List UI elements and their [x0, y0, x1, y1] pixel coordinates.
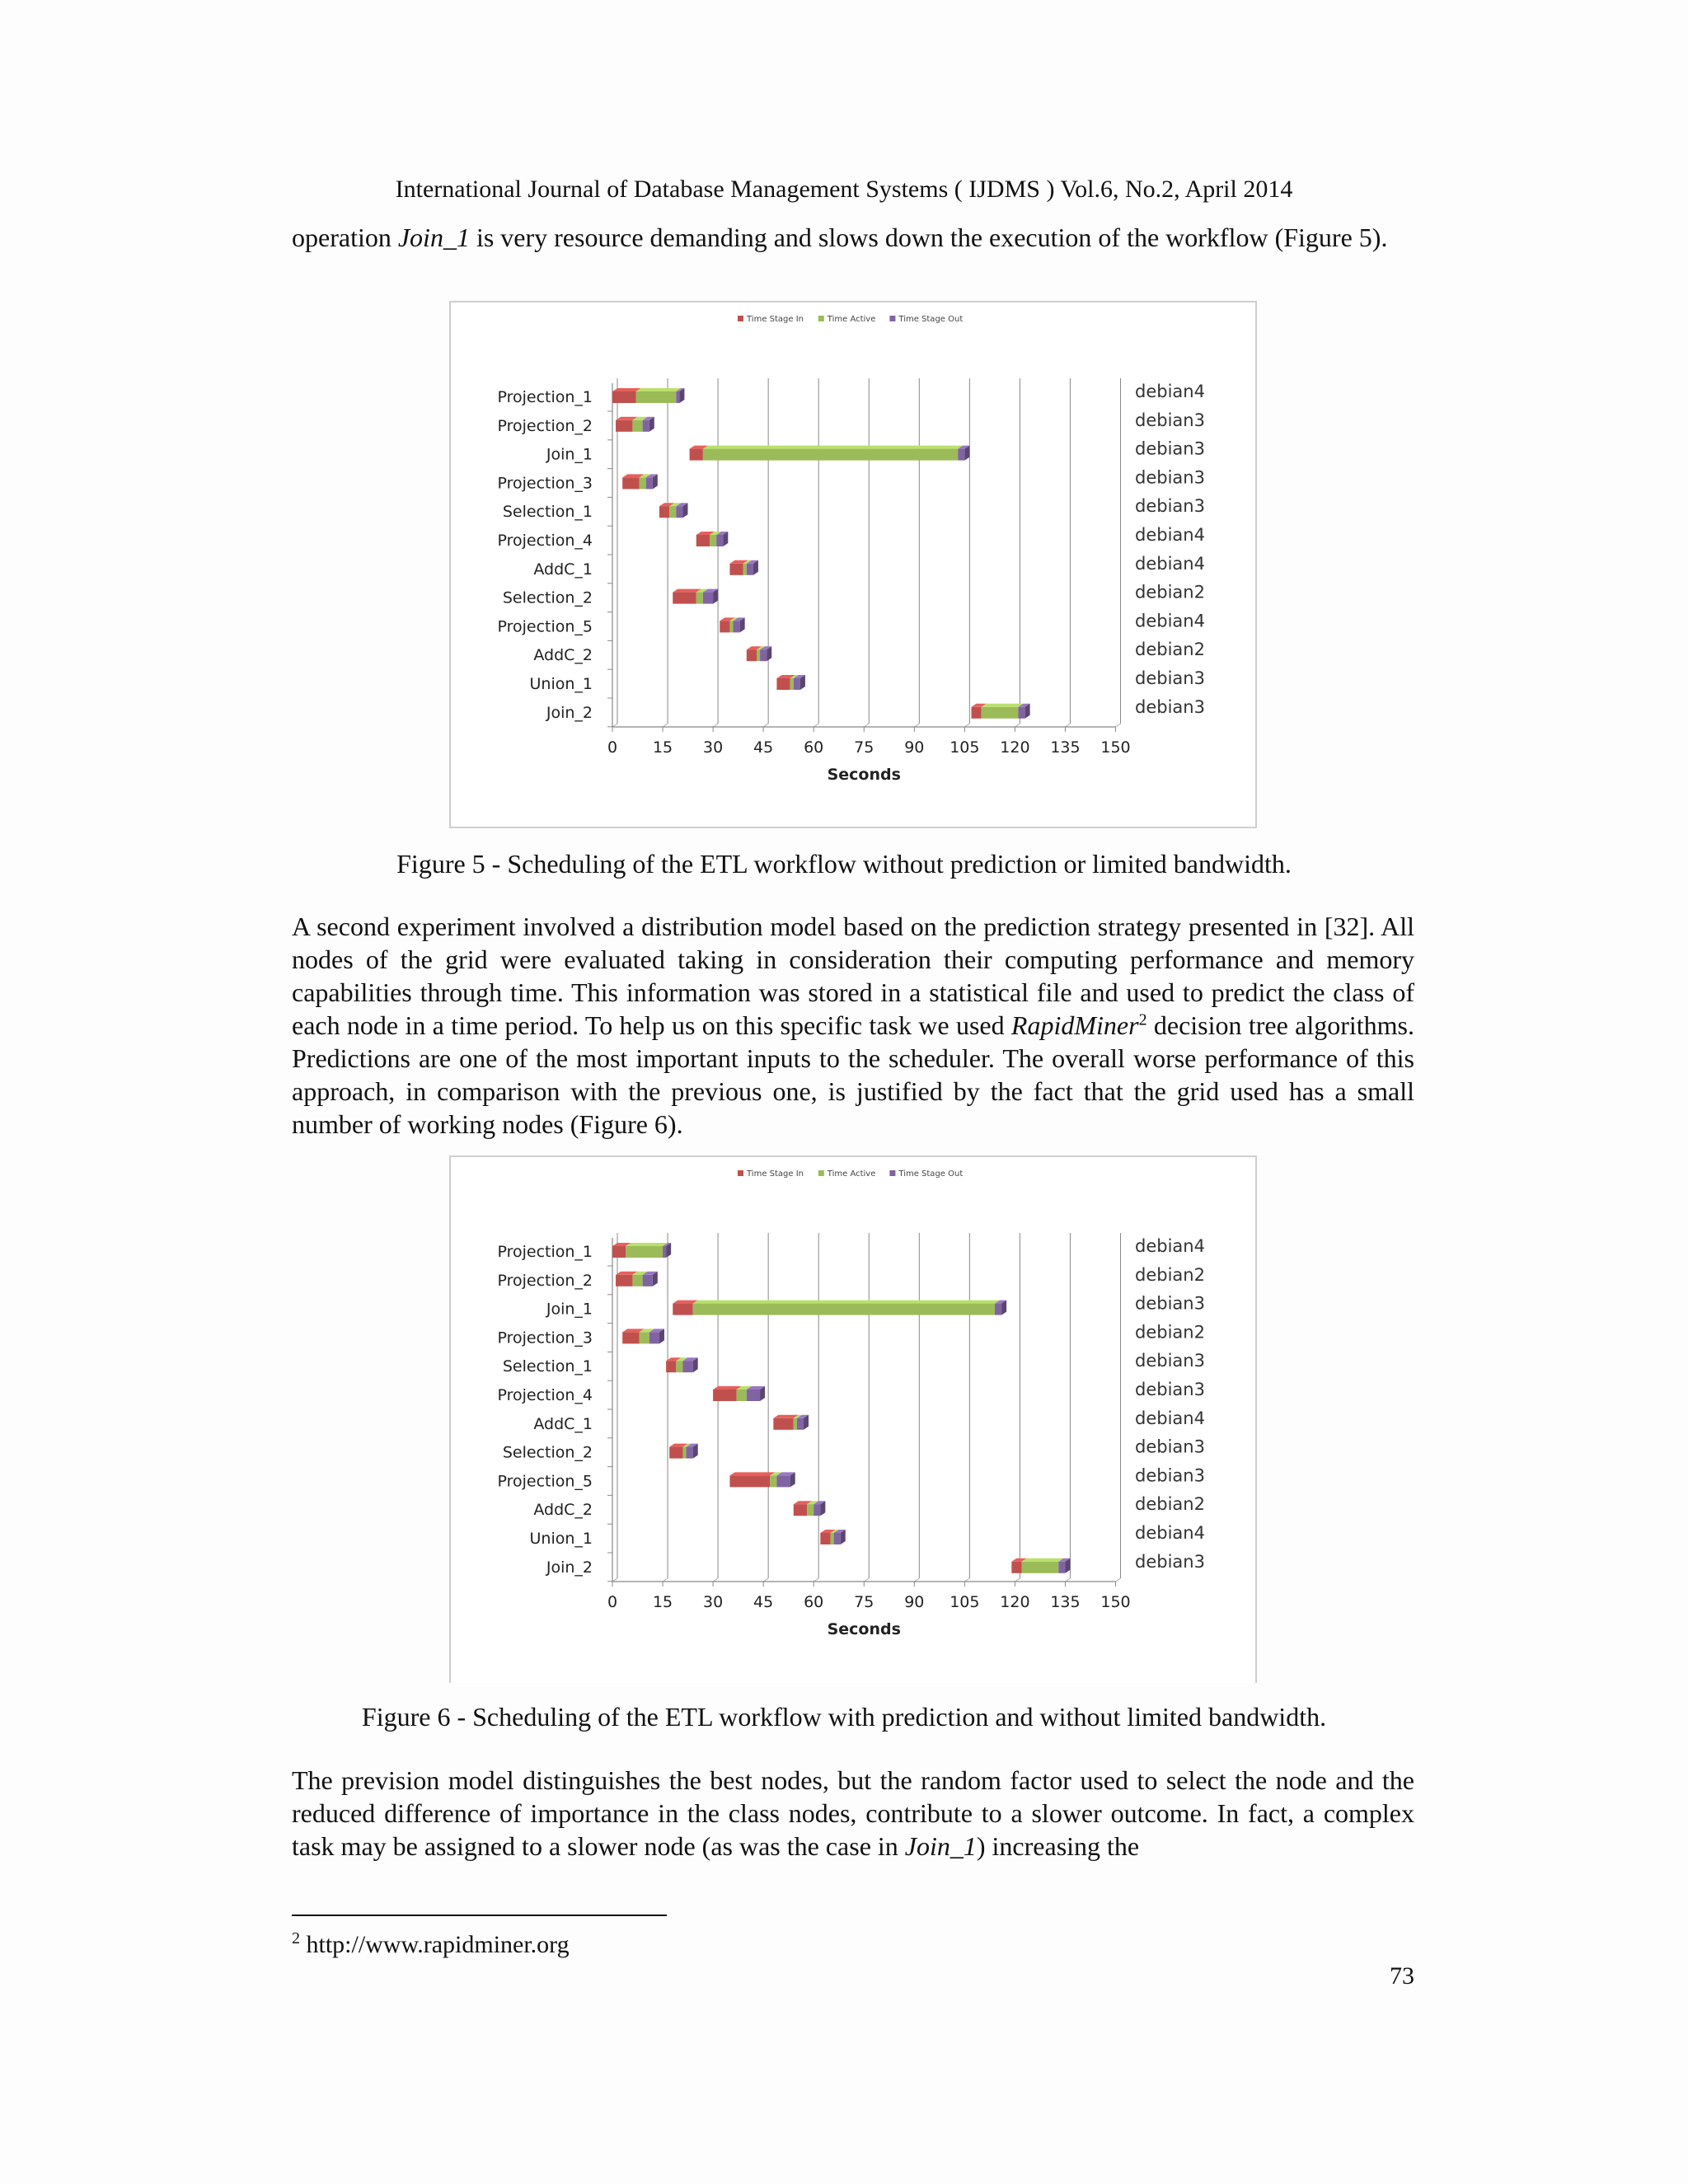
- bar-selection_2-stage_in: [673, 593, 696, 604]
- bar-projection_3-stage_in: [622, 477, 639, 489]
- figure-6-chart: [451, 1157, 1255, 1683]
- footnote-number: 2: [292, 1929, 300, 1947]
- bar-union_1-stage_in: [820, 1533, 830, 1544]
- bar-addc_1-stage_in: [729, 564, 743, 575]
- legend-label-3: Time Stage Out: [898, 1169, 964, 1179]
- bar-selection_1-stage_out: [682, 1361, 692, 1372]
- task-label-projection_2: Projection_2: [497, 1271, 593, 1290]
- para3-text-start: The prevision model distinguishes the best nodes, but the random factor used to select the node and the reduced difference of importance in the class nodes, contribute to a slower outcome. In fact, a complex task may be assigned to a slower node (as was the case in: [292, 1765, 1414, 1861]
- node-label-3: debian3: [1135, 1293, 1205, 1314]
- bar-addc_2-stage_in: [794, 1504, 807, 1516]
- task-label-projection_3: Projection_3: [497, 1329, 593, 1347]
- bar-projection_4-active: [737, 1390, 747, 1401]
- node-label-6: debian4: [1135, 525, 1205, 545]
- bar-addc_2-active: [757, 649, 760, 661]
- legend-swatch-3: [889, 316, 895, 321]
- bar-top-projection_4-stage_in: [713, 1386, 741, 1390]
- bar-projection_2-active: [632, 1275, 642, 1286]
- footnote: [292, 1930, 570, 1960]
- paragraph-second-experiment: [292, 910, 1414, 1141]
- task-label-projection_4: Projection_4: [497, 1386, 593, 1404]
- bar-join_2-stage_out: [1058, 1562, 1065, 1573]
- journal-header: International Journal of Database Management Systems ( IJDMS ) Vol.6, No.2, April 2014: [395, 176, 1293, 203]
- x-tick-label-90: 90: [904, 1593, 925, 1611]
- bar-projection_4-stage_in: [713, 1390, 736, 1401]
- para1-text-end: is very resource demanding and slows down the execution of the workflow (Figure 5).: [469, 223, 1388, 252]
- bar-join_1-active: [693, 1304, 995, 1315]
- bar-selection_2-active: [682, 1447, 686, 1459]
- bar-addc_2-stage_out: [760, 649, 767, 661]
- bar-addc_2-stage_in: [747, 649, 757, 661]
- x-tick-label-150: 150: [1100, 1593, 1131, 1611]
- page-number: 73: [1390, 1962, 1414, 1990]
- bar-projection_5-stage_in: [720, 621, 729, 632]
- bar-projection_3-stage_out: [646, 477, 653, 489]
- task-label-addc_2: AddC_2: [533, 1501, 593, 1520]
- bar-projection_3-stage_in: [622, 1332, 639, 1343]
- bar-projection_5-active: [770, 1475, 776, 1487]
- bar-selection_1-stage_in: [659, 506, 669, 518]
- figure-5: [449, 301, 1257, 828]
- bar-union_1-active: [790, 678, 794, 690]
- node-label-7: debian4: [1135, 553, 1205, 574]
- para2-italic-term: RapidMiner: [1010, 1010, 1139, 1040]
- x-tick-label-90: 90: [904, 738, 925, 757]
- task-label-projection_1: Projection_1: [497, 1243, 593, 1261]
- bar-join_1-stage_out: [995, 1304, 1001, 1315]
- footnote-divider: [292, 1915, 667, 1916]
- bar-projection_3-active: [640, 1332, 649, 1343]
- bar-selection_1-active: [676, 1361, 682, 1372]
- task-label-selection_2: Selection_2: [502, 1443, 593, 1462]
- node-label-6: debian3: [1135, 1380, 1205, 1399]
- x-tick-label-105: 105: [950, 1593, 980, 1611]
- bar-projection_4-stage_out: [716, 535, 723, 546]
- bar-projection_2-active: [632, 420, 642, 432]
- paragraph-prevision-model: [292, 1764, 1414, 1863]
- node-label-5: debian3: [1135, 1351, 1205, 1371]
- task-label-join_1: Join_1: [546, 445, 593, 464]
- node-label-7: debian4: [1135, 1408, 1205, 1428]
- bar-join_2-stage_in: [1011, 1562, 1021, 1573]
- bar-projection_3-stage_out: [649, 1332, 659, 1343]
- legend-swatch-1: [738, 1170, 743, 1176]
- node-label-10: debian2: [1135, 640, 1205, 660]
- node-label-1: debian4: [1135, 1236, 1205, 1256]
- node-label-2: debian2: [1135, 1264, 1205, 1285]
- figure-6: [449, 1155, 1257, 1683]
- bar-projection_5-stage_out: [734, 621, 740, 632]
- node-label-5: debian3: [1135, 496, 1205, 517]
- bar-selection_2-active: [696, 593, 703, 604]
- bar-join_2-active: [982, 707, 1019, 719]
- para2-text-start: A second experiment involved a distribution model based on the prediction strategy presented in [32]. All nodes of the grid were evaluated taking in consideration their computing performance and memory capabilities through time. This information was stored in a statistical file and used to predict the class of each node in a time period. To help us on this specific task we used: [292, 912, 1414, 1040]
- legend-swatch-3: [889, 1170, 895, 1176]
- footnote-marker: 2: [1138, 1010, 1147, 1029]
- bar-top-projection_1-active: [635, 388, 681, 391]
- bar-addc_1-active: [743, 564, 747, 575]
- bar-selection_1-active: [669, 506, 676, 518]
- x-tick-label-60: 60: [804, 1593, 824, 1611]
- node-label-12: debian3: [1135, 696, 1205, 717]
- x-tick-label-15: 15: [652, 738, 673, 757]
- legend-swatch-1: [738, 316, 743, 321]
- task-label-projection_5: Projection_5: [497, 1472, 593, 1491]
- x-tick-label-135: 135: [1050, 1593, 1081, 1611]
- bar-top-join_2-active: [982, 704, 1024, 707]
- bar-projection_5-active: [729, 621, 733, 632]
- node-label-11: debian3: [1135, 668, 1205, 688]
- task-label-projection_2: Projection_2: [497, 416, 593, 435]
- task-label-projection_5: Projection_5: [497, 617, 593, 636]
- x-tick-label-0: 0: [607, 1593, 618, 1611]
- para1-italic-term: Join_1: [397, 223, 470, 252]
- bar-join_1-stage_in: [690, 449, 703, 461]
- task-label-addc_1: AddC_1: [533, 560, 593, 579]
- bar-projection_2-stage_out: [643, 1275, 653, 1286]
- bar-selection_1-stage_out: [676, 506, 682, 518]
- node-label-9: debian3: [1135, 1465, 1205, 1486]
- task-label-projection_1: Projection_1: [497, 388, 593, 406]
- bar-projection_4-stage_in: [696, 535, 710, 546]
- task-label-selection_1: Selection_1: [502, 503, 593, 522]
- legend-label-1: Time Stage In: [747, 315, 804, 324]
- x-tick-label-60: 60: [804, 738, 824, 757]
- node-label-4: debian2: [1135, 1322, 1205, 1343]
- bar-selection_2-stage_out: [687, 1447, 693, 1459]
- node-label-2: debian3: [1135, 410, 1205, 430]
- x-tick-label-15: 15: [652, 1593, 673, 1611]
- bar-join_2-stage_in: [971, 707, 981, 719]
- bar-addc_1-stage_in: [773, 1418, 793, 1430]
- legend-swatch-2: [818, 316, 824, 321]
- figure-5-caption: Figure 5 - Scheduling of the ETL workflow without prediction or limited bandwidth.: [396, 849, 1292, 879]
- bar-projection_1-stage_out: [663, 1246, 666, 1258]
- bar-addc_2-stage_out: [814, 1504, 820, 1516]
- x-tick-label-45: 45: [753, 1593, 774, 1611]
- bar-projection_3-active: [640, 477, 646, 489]
- x-tick-label-120: 120: [1000, 738, 1030, 757]
- bar-join_2-active: [1022, 1562, 1059, 1573]
- bar-top-join_1-active: [693, 1301, 1000, 1304]
- bar-selection_1-stage_in: [666, 1361, 676, 1372]
- node-label-9: debian4: [1135, 611, 1205, 631]
- bar-join_1-stage_out: [958, 449, 964, 461]
- x-tick-label-135: 135: [1050, 738, 1081, 757]
- bar-projection_2-stage_out: [643, 420, 649, 432]
- paragraph-intro: [292, 221, 1414, 254]
- task-label-join_2: Join_2: [546, 703, 593, 722]
- bar-top-projection_1-stage_in: [612, 388, 640, 391]
- legend-label-3: Time Stage Out: [898, 315, 964, 324]
- bar-join_2-stage_out: [1018, 707, 1025, 719]
- x-axis-title: Seconds: [827, 766, 901, 784]
- x-tick-label-75: 75: [854, 1593, 874, 1611]
- bar-union_1-stage_out: [834, 1533, 841, 1544]
- legend-label-1: Time Stage In: [747, 1169, 804, 1179]
- node-label-3: debian3: [1135, 438, 1205, 459]
- x-tick-label-150: 150: [1100, 738, 1131, 757]
- task-label-projection_4: Projection_4: [497, 532, 593, 550]
- bar-projection_1-stage_in: [612, 391, 635, 403]
- x-tick-label-105: 105: [950, 738, 980, 757]
- bar-projection_1-active: [626, 1246, 663, 1258]
- bar-union_1-stage_in: [776, 678, 790, 690]
- gridline-floor-150: [1116, 1578, 1121, 1582]
- bar-union_1-active: [831, 1533, 834, 1544]
- bar-projection_1-active: [635, 391, 676, 403]
- bar-join_1-active: [703, 449, 958, 461]
- bar-selection_2-stage_out: [703, 593, 713, 604]
- bar-top-join_1-active: [703, 446, 963, 449]
- bar-projection_2-stage_in: [616, 420, 632, 432]
- bar-projection_4-active: [710, 535, 716, 546]
- task-label-addc_2: AddC_2: [533, 646, 593, 665]
- bar-addc_1-active: [794, 1418, 797, 1430]
- node-label-4: debian3: [1135, 467, 1205, 488]
- para1-text-start: operation: [292, 223, 398, 252]
- node-label-1: debian4: [1135, 382, 1205, 401]
- legend-label-2: Time Active: [827, 1169, 876, 1179]
- x-tick-label-75: 75: [854, 738, 874, 757]
- bar-projection_1-stage_out: [676, 391, 679, 403]
- node-label-12: debian3: [1135, 1551, 1205, 1572]
- task-label-union_1: Union_1: [529, 675, 593, 693]
- task-label-selection_1: Selection_1: [502, 1357, 593, 1376]
- bar-projection_5-stage_in: [729, 1475, 770, 1487]
- gridline-floor-150: [1116, 724, 1121, 727]
- x-tick-label-120: 120: [1000, 1593, 1030, 1611]
- task-label-join_2: Join_2: [546, 1558, 593, 1577]
- footnote-url: http://www.rapidminer.org: [306, 1931, 570, 1958]
- task-label-selection_2: Selection_2: [502, 588, 593, 607]
- task-label-addc_1: AddC_1: [533, 1414, 593, 1433]
- bar-projection_5-stage_out: [776, 1475, 790, 1487]
- task-label-join_1: Join_1: [546, 1300, 593, 1319]
- bar-join_1-stage_in: [673, 1304, 692, 1315]
- node-label-11: debian4: [1135, 1523, 1205, 1543]
- para3-italic-term: Join_1: [904, 1831, 977, 1861]
- bar-selection_2-stage_in: [669, 1447, 682, 1459]
- para2-text-end: decision tree algorithms. Predictions are one of the most important inputs to the scheduler. The overall worse performance of this approach, in comparison with the previous one, is justified by the fact that the grid used has a small number of working nodes (Figure 6).: [292, 1010, 1415, 1139]
- bar-projection_2-stage_in: [616, 1275, 632, 1286]
- bar-addc_1-stage_out: [797, 1418, 804, 1430]
- bar-addc_2-active: [807, 1504, 814, 1516]
- bar-projection_4-stage_out: [747, 1390, 760, 1401]
- bar-top-selection_2-stage_in: [673, 589, 701, 593]
- bar-top-join_2-active: [1022, 1558, 1064, 1562]
- x-tick-label-30: 30: [703, 738, 724, 757]
- legend-label-2: Time Active: [827, 315, 876, 324]
- task-label-union_1: Union_1: [529, 1530, 593, 1548]
- bar-addc_1-stage_out: [747, 564, 753, 575]
- bar-top-projection_1-active: [626, 1243, 668, 1246]
- bar-top-projection_5-stage_in: [729, 1472, 775, 1475]
- node-label-10: debian2: [1135, 1494, 1205, 1515]
- para3-text-end: ) increasing the: [976, 1831, 1140, 1861]
- bar-union_1-stage_out: [794, 678, 800, 690]
- x-tick-label-30: 30: [703, 1593, 724, 1611]
- node-label-8: debian3: [1135, 1436, 1205, 1457]
- figure-6-caption: Figure 6 - Scheduling of the ETL workflow with prediction and without limited bandwidth.: [361, 1702, 1327, 1732]
- bar-projection_1-stage_in: [612, 1246, 626, 1258]
- node-label-8: debian2: [1135, 582, 1205, 602]
- x-tick-label-0: 0: [607, 738, 618, 757]
- figure-5-chart: [451, 302, 1255, 827]
- task-label-projection_3: Projection_3: [497, 474, 593, 493]
- legend-swatch-2: [818, 1170, 824, 1176]
- x-tick-label-45: 45: [753, 738, 774, 757]
- x-axis-title: Seconds: [827, 1620, 901, 1638]
